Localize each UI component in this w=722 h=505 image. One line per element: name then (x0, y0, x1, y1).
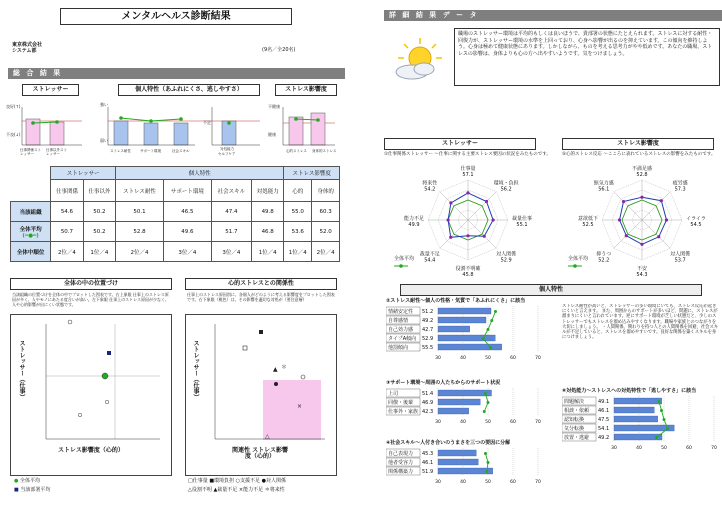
radar-axis-value: 54.4 (424, 257, 436, 264)
table-cell: 1位／4 (83, 242, 115, 262)
legend-dept-label: 当該部署平均 (20, 487, 51, 493)
bar-label: 仕事外・家族 (388, 409, 419, 415)
table-cell: 49.8 (251, 202, 283, 222)
col-header: 身体的 (312, 180, 340, 202)
radar-axis-value: 53.7 (674, 257, 686, 264)
legend-item: ○支援不足 (235, 478, 261, 484)
radar-axis-label: 環境・負担 (493, 180, 519, 187)
radar-point (618, 218, 621, 221)
bar-value: 42.3 (422, 409, 434, 415)
col-header: 仕事関係 (51, 180, 83, 202)
bar (438, 450, 476, 456)
bar-value: 45.3 (422, 451, 434, 457)
table-cell: 3位／4 (211, 242, 251, 262)
bar (438, 399, 480, 405)
avg-point (663, 418, 666, 421)
radar-axis-label: 役割不明確 (455, 266, 481, 272)
axis-tick-label: 70 (535, 356, 541, 361)
mini-p-y4: セルフケア (218, 152, 236, 156)
mini-s1: 仕事関係ストレッサー (20, 148, 41, 156)
axis-tick-label: 40 (460, 356, 466, 361)
bar (438, 390, 492, 396)
axis-tick-label: 60 (510, 480, 516, 485)
bar-label: タイプA傾向 (388, 336, 417, 342)
bar-chart-svg (386, 448, 556, 485)
personal-chart-title: 個人特性（あふれにくさ、逃しやすさ） (118, 84, 260, 96)
radar-point (485, 200, 488, 203)
table-cell: 1位／4 (251, 242, 283, 262)
radar-axis-value: 57.3 (674, 186, 686, 193)
avg-point (490, 319, 493, 322)
headcount: (9名／全20名) (262, 47, 296, 53)
b2-note: ストレス耐性が高いと、ストレッサーの多い環境にいても、ストレス反応が起きにくいと言えます。 また、周囲からのサポートが多いほど、問題に、ストレスが溜まりにくいと言われています。逆にサポート環境が乏しい状態だと、少しのストレッサーでもストレスを溜め込みやすくなります。職場や家族とのつながりを大切にしましょう。 ・人間関係、関わりを持つ人との人間関係を回避、社会スキルが不足していると、ストレスを溜めやすいです。良好な関係を築くスキルを身につけましょう。 (562, 304, 719, 341)
legend-item: ●対人関係 (261, 478, 286, 484)
bar-label: 上司 (388, 391, 399, 397)
bar-value: 52.9 (422, 336, 434, 342)
table-cell: 49.6 (163, 222, 211, 242)
bar-label: 自尊感情 (388, 318, 409, 324)
radar-axis-label: 裁量不足 (419, 251, 440, 258)
avg-point (660, 409, 663, 412)
radar-axis-value: 49.9 (408, 222, 420, 228)
table-cell: 52.0 (312, 222, 340, 242)
group-header-impact: ストレス影響度 (284, 167, 340, 180)
radar1-title: ストレッサー (384, 138, 536, 150)
table-cell: 50.2 (83, 202, 115, 222)
avg-point (485, 470, 488, 473)
avg-point (482, 337, 485, 340)
axis-tick-label: 40 (636, 446, 642, 451)
radar-axis-value: 52.9 (500, 257, 512, 264)
position-y-label: ストレッサー（仕事） (18, 340, 25, 400)
legend-dept-icon: ■ (14, 487, 19, 493)
avg-point (658, 400, 661, 403)
bar-value: 51.2 (422, 309, 434, 315)
b2-title: ②ストレス耐性～個人の性格・気質で「あふれにくさ」に該当 (386, 298, 526, 304)
svg-text:＊: ＊ (281, 364, 288, 371)
relation-title: 心的ストレスとの関係性 (185, 278, 337, 290)
left-page (0, 0, 352, 505)
radar-point (657, 235, 660, 238)
radar-axis-label: 裁量仕事 (511, 216, 533, 222)
mini-p-y: 強い (100, 102, 108, 107)
bar-chart-svg (386, 388, 556, 425)
bar-label: 他者受容力 (388, 460, 414, 466)
radar-axis-label: 無気力感 (593, 180, 614, 187)
radar-legend-label: 全体平均 (568, 256, 589, 262)
legend-item: ▲裁量不足 (213, 487, 238, 493)
row-header: 当該組織 (11, 202, 51, 222)
detail-text-box: 職場のストレッサー環境は平均的もしくは良いほうで、貴部署の状態にたとえられます。ストレスに対する耐性・回復力が、ストレッサー環境の水準を上回っており、心身へ影響が出るのを抑えています。この傾向を維持しよう。心身は極めて健康状態にあります。しかしながら、ものを考える思考力がやや低めです。あなたの職場、ストレスの影響は、身体よりも心の方へ出やすいようです。気をつけましょう。 (454, 28, 720, 86)
bar-label: 放置・逃避 (564, 435, 590, 441)
b4-title: ④社会スキル～人付き合いのうまさを三つの要因に分解 (386, 440, 511, 446)
radar-axis-value: 54.3 (636, 272, 648, 278)
radar-axis-value: 56.2 (500, 186, 512, 193)
radar-axis-label: イライラ (686, 216, 706, 222)
detail-section-bar: 詳 細 結 果 デ ー タ (384, 10, 722, 21)
bar-value: 49.1 (598, 399, 610, 405)
avg-point (483, 410, 486, 413)
radar-point (449, 201, 452, 204)
bar-label: 他罰傾向 (388, 345, 409, 351)
axis-tick-label: 50 (661, 446, 667, 451)
avg-marker: (━●━) (22, 232, 39, 239)
stressor-mini-chart (10, 99, 90, 154)
legend-item: ＊将来性 (264, 487, 285, 493)
bar (614, 398, 662, 404)
radar-point (622, 200, 625, 203)
personal-mini-chart (100, 99, 270, 154)
radar-axis-value: 56.1 (598, 186, 610, 193)
mini-p-y3: 不足 (203, 120, 211, 125)
bar-value: 46.1 (598, 408, 610, 414)
table-cell: 3位／4 (163, 242, 211, 262)
bar (438, 459, 478, 465)
mini-i1: 心的ストレス (286, 149, 307, 153)
bar-label: 気分転換 (564, 426, 585, 432)
axis-tick-label: 30 (435, 480, 441, 485)
svg-text:△: △ (265, 433, 270, 440)
radar1-chart (384, 164, 554, 280)
bar-value: 46.1 (422, 460, 434, 466)
avg-point (487, 328, 490, 331)
mini-i-y: 不健康 (268, 104, 280, 109)
table-cell: 1位／4 (284, 242, 312, 262)
b3-bar-chart (386, 388, 556, 434)
radar-axis-value: 52.5 (582, 222, 594, 228)
bar-chart-svg (386, 306, 556, 361)
table-cell: 46.5 (163, 202, 211, 222)
radar-axis-value: 55.1 (516, 222, 528, 228)
table-cell: 53.6 (284, 222, 312, 242)
bar (438, 335, 495, 341)
bar-value: 55.5 (422, 345, 434, 351)
summary-table (10, 166, 340, 262)
radar-axis-value: 52.8 (636, 172, 648, 178)
legend-item: ×能力不足 (238, 487, 264, 493)
legend-avg-icon: ● (14, 478, 19, 484)
radar-axis-label: 抑うつ (596, 251, 612, 258)
bar (438, 344, 502, 350)
radar-axis-value: 54.5 (690, 222, 702, 228)
relation-x-label: 関連性 ストレス影響度（心的） (232, 447, 288, 460)
radar2-subtitle: ⑤心的ストレス反応 ～こころに表れているストレスの影響をみたものです。 (562, 152, 716, 157)
table-cell: 46.8 (251, 222, 283, 242)
radar-axis-label: 能力不足 (403, 216, 425, 222)
table-cell: 2位／4 (51, 242, 83, 262)
bar-value: 54.1 (598, 426, 610, 432)
table-cell: 55.0 (284, 202, 312, 222)
col-header: 対処能力 (251, 180, 283, 202)
radar-axis-label: 不安 (636, 266, 648, 272)
impact-mini-chart (275, 99, 340, 154)
bar (438, 326, 470, 332)
bar (438, 317, 486, 323)
radar-axis-label: 意欲低下 (577, 216, 599, 222)
radar-point (665, 218, 668, 221)
mini-i2: 身体的ストレス (312, 149, 337, 153)
bar-label: 情緒安定性 (388, 309, 414, 315)
b6-bar-chart (562, 396, 722, 462)
radar-point (640, 196, 643, 199)
table-cell: 2位／4 (116, 242, 164, 262)
mini-i-y2: 健康 (268, 132, 276, 137)
radar1-subtitle: ①仕事関係ストレッサー ～仕事に関する主要ストレス要因の状況をみたものです。 (384, 152, 551, 157)
radar-point (466, 234, 469, 237)
radar-axis-label: 疲労感 (672, 180, 688, 187)
bar (438, 308, 491, 314)
b4-bar-chart (386, 448, 556, 494)
svg-text:×: × (297, 403, 303, 410)
summary-section-bar: 総 合 結 果 (8, 68, 345, 79)
axis-tick-label: 50 (485, 420, 491, 425)
avg-point (489, 346, 492, 349)
legend-avg-label: 全体平均 (19, 478, 40, 484)
table-cell: 50.1 (116, 202, 164, 222)
avg-line (657, 402, 668, 438)
bar-value: 51.9 (422, 469, 434, 475)
radar2-chart (558, 164, 722, 280)
axis-tick-label: 70 (535, 420, 541, 425)
mini-y-bad: 不良(↓) (6, 132, 21, 137)
bar-value: 42.7 (422, 327, 434, 333)
right-page (370, 0, 722, 505)
legend-item: ■環境負担 (209, 478, 235, 484)
sun-cloud-icon (390, 34, 450, 84)
bar-label: 認知転換 (564, 417, 585, 423)
bar-label: 自己表現力 (388, 451, 414, 457)
radar-legend-dot (573, 264, 577, 268)
legend-item: △役割不明 (188, 487, 212, 493)
avg-point (487, 401, 490, 404)
axis-tick-label: 30 (611, 446, 617, 451)
bar-value: 49.2 (422, 318, 434, 324)
axis-tick-label: 30 (435, 356, 441, 361)
bar-value: 49.2 (598, 435, 610, 441)
group-header-personal: 個人特性 (116, 167, 284, 180)
b6-title: ⑥対処能力～ストレスへの対処特性で「逃しやすさ」に該当 (562, 388, 697, 394)
bar-label: 問題解決 (564, 399, 585, 405)
bar (614, 416, 658, 422)
radar-axis-value: 57.1 (462, 172, 474, 178)
axis-tick-label: 70 (535, 480, 541, 485)
company-name: 東京株式会社 (12, 42, 43, 48)
bar-value: 46.9 (422, 400, 434, 406)
avg-point (484, 392, 487, 395)
table-cell: 60.3 (312, 202, 340, 222)
radar-axis-label: 対人関係 (496, 251, 517, 258)
group-header-stressor: ストレッサー (51, 167, 116, 180)
col-header: ストレス耐性 (116, 180, 164, 202)
impact-chart-title: ストレス影響度 (275, 84, 337, 96)
axis-tick-label: 50 (485, 356, 491, 361)
col-header: 心的 (284, 180, 312, 202)
table-cell: 50.7 (51, 222, 83, 242)
radar-point (483, 235, 486, 238)
bar-value: 47.5 (598, 417, 610, 423)
radar-point (640, 243, 643, 246)
svg-text:▲: ▲ (273, 366, 278, 373)
bar-chart-svg (562, 396, 722, 451)
axis-tick-label: 70 (711, 446, 717, 451)
avg-point (484, 452, 487, 455)
mini-p1: ストレス耐性 (110, 149, 131, 153)
bar-label: 同僚・後輩 (388, 400, 414, 406)
legend-item: □仕事量 (188, 478, 208, 484)
row-header: 全体中順位 (11, 242, 51, 262)
mini-y-good: 良好(↑) (6, 104, 21, 109)
relation-y-label: ストレッサー（仕事） (192, 340, 199, 400)
radar-point (492, 218, 495, 221)
position-x-label: ストレス影響度（心的） (58, 447, 124, 454)
bar-value: 51.4 (422, 391, 434, 397)
department-name: システム部 (12, 48, 37, 54)
mini-s2: 仕事以外ストレッサー (46, 148, 67, 156)
personal-title: 個人特性 (400, 284, 702, 296)
position-desc: 当該組織の位置づけを全体の中でプロットした図表です。右上象限 仕事上のストレス原因が多く、人やモノにあたる度合いが高い。左下象限 仕事上のストレス原因が少なく、人や心的影響が出にくい状態です。 (12, 292, 169, 307)
axis-tick-label: 60 (510, 420, 516, 425)
avg-point (487, 461, 490, 464)
radar-axis-label: 将来性 (422, 180, 438, 187)
col-header: サポート環境 (163, 180, 211, 202)
relation-legend-2 (188, 487, 285, 493)
table-cell: 51.7 (211, 222, 251, 242)
page-title: メンタルヘルス診断結果 (60, 8, 292, 25)
axis-tick-label: 60 (510, 356, 516, 361)
bar-label: 自己効力感 (388, 327, 414, 333)
axis-tick-label: 50 (485, 480, 491, 485)
position-title: 全体の中の位置づけ (10, 278, 172, 290)
bar-label: 相談・依頼 (564, 408, 590, 414)
table-cell: 2位／4 (312, 242, 340, 262)
radar-point (447, 218, 450, 221)
radar-axis-value: 52.2 (598, 257, 610, 264)
radar2-title: ストレス影響度 (562, 138, 714, 150)
table-cell: 52.8 (116, 222, 164, 242)
legend-avg (14, 478, 40, 484)
avg-point (494, 310, 497, 313)
bar (438, 408, 469, 414)
radar-point (449, 236, 452, 239)
axis-tick-label: 30 (435, 420, 441, 425)
radar-point (660, 199, 663, 202)
col-header: 社会スキル (211, 180, 251, 202)
radar-axis-label: 対人関係 (670, 251, 691, 258)
radar-axis-value: 54.2 (424, 186, 436, 193)
axis-tick-label: 40 (460, 480, 466, 485)
bar (438, 468, 493, 474)
row-header (11, 222, 51, 242)
relation-desc: 仕事上のストレス原因別に、各個人がどのように考える影響度をプロットした図表です。右下象限（桃色）は、その影響を適切な対処が（要注意層） (187, 292, 335, 302)
b2-bar-chart (386, 306, 556, 372)
relation-legend (188, 478, 286, 484)
radar-legend-label: 全体平均 (394, 256, 415, 262)
bar-label: 関係構築力 (388, 469, 414, 475)
col-header: 仕事以外 (83, 180, 115, 202)
table-cell: 54.6 (51, 202, 83, 222)
radar-legend-dot (399, 264, 403, 268)
mini-p2: サポート環境 (140, 149, 161, 153)
avg-point (655, 436, 658, 439)
radar-axis-label: 不満足感 (631, 166, 653, 172)
mini-p4: 対処能力 (220, 147, 234, 151)
axis-tick-label: 40 (460, 420, 466, 425)
radar-axis-value: 45.8 (462, 272, 474, 278)
table-cell: 50.2 (83, 222, 115, 242)
b3-title: ③サポート環境～周囲の人たちからのサポート状況 (386, 380, 501, 386)
legend-dept (14, 487, 50, 493)
bar (614, 407, 654, 413)
table-cell: 47.4 (211, 202, 251, 222)
radar-point (625, 234, 628, 237)
mini-p3: 社会スキル (172, 149, 190, 153)
stressor-chart-title: ストレッサー (22, 84, 79, 96)
radar-axis-label: 仕事量 (460, 166, 476, 172)
avg-point (666, 427, 669, 430)
radar-point (466, 191, 469, 194)
mini-p-y2: 弱い (100, 138, 108, 143)
axis-tick-label: 60 (686, 446, 692, 451)
row-header-label: 全体平均 (19, 226, 42, 233)
bar (614, 434, 662, 440)
